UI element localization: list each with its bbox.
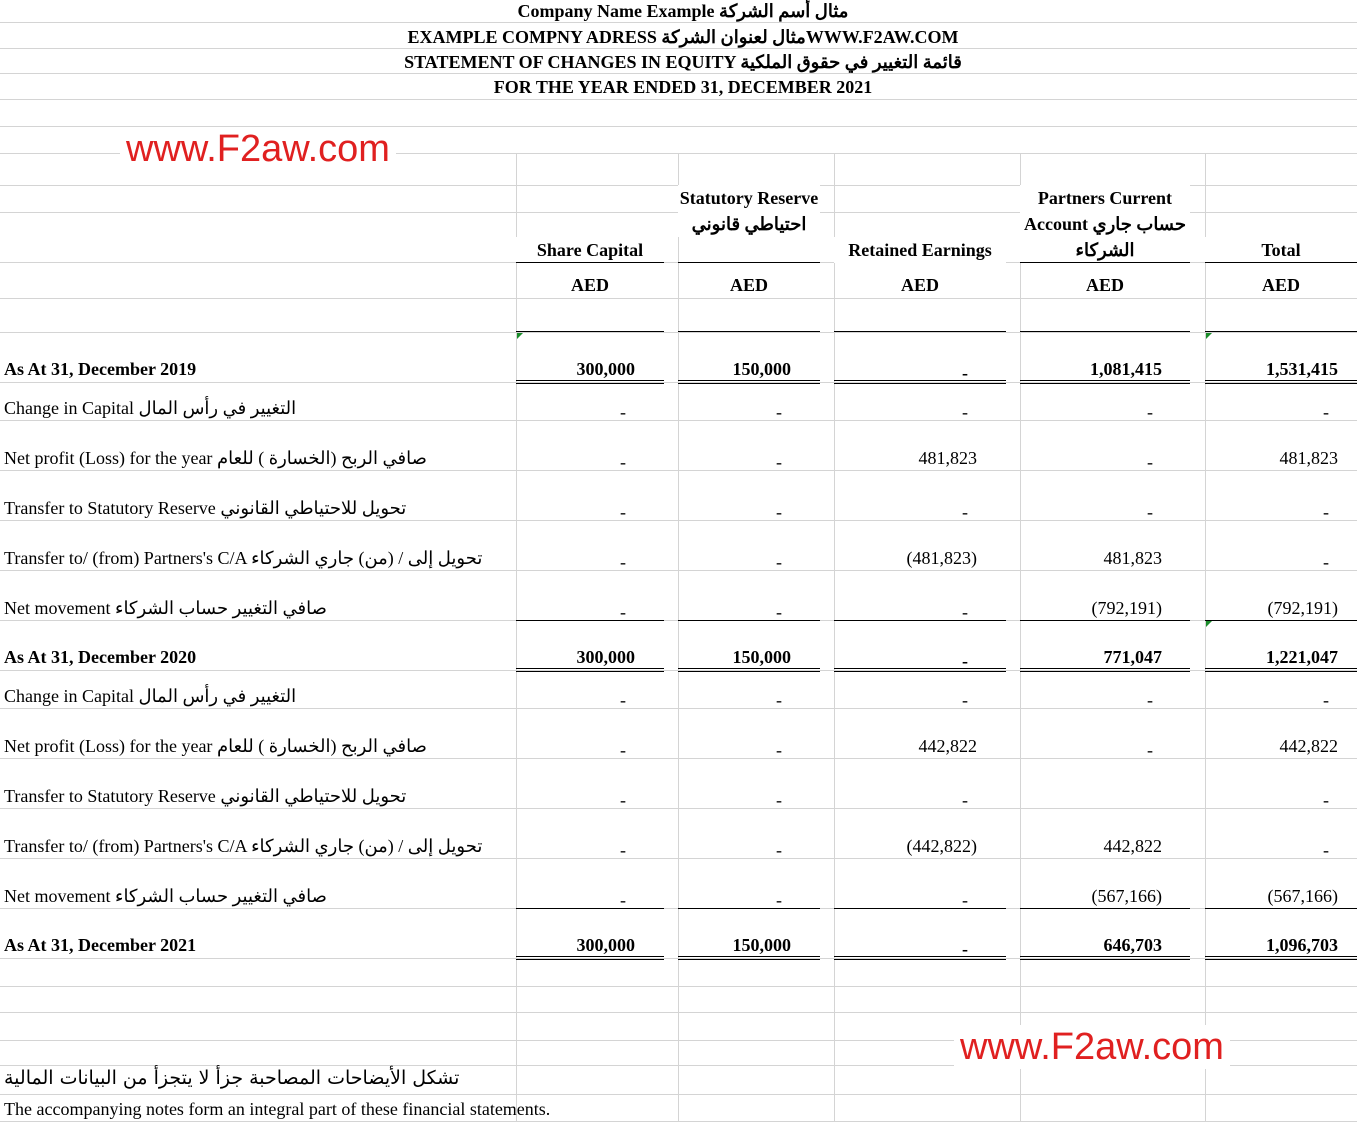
table-cell: -	[620, 552, 626, 572]
table-cell: -	[776, 402, 782, 422]
currency-label: AED	[1085, 275, 1124, 295]
gridline-column	[1020, 153, 1021, 1121]
table-cell: -	[620, 840, 626, 860]
table-cell: 300,000	[576, 647, 635, 667]
balance-double-rule	[678, 956, 820, 960]
table-cell: -	[620, 402, 626, 422]
gridline-row	[0, 99, 1357, 100]
table-cell: -	[620, 690, 626, 710]
table-cell: -	[620, 602, 626, 622]
gridline-row	[0, 73, 1357, 74]
table-cell: -	[776, 690, 782, 710]
table-cell: 300,000	[576, 359, 635, 379]
table-cell: -	[1323, 402, 1329, 422]
table-cell: 150,000	[732, 935, 791, 955]
cell-comment-marker	[1206, 621, 1212, 627]
table-cell: -	[962, 602, 968, 622]
table-cell: -	[962, 363, 968, 383]
currency-label: AED	[570, 275, 609, 295]
column-header-statutory-reserve: Statutory Reserve احتياطي قانوني	[678, 185, 820, 237]
subtotal-rule	[678, 620, 820, 621]
currency-label: AED	[900, 275, 939, 295]
table-cell: -	[776, 790, 782, 810]
currency-label: AED	[729, 275, 768, 295]
table-cell: 646,703	[1103, 935, 1162, 955]
subtotal-rule	[1205, 908, 1357, 909]
table-cell: 300,000	[576, 935, 635, 955]
company-address: EXAMPLE COMPNY ADRESS مثال لعنوان الشركةWWW.F2AW.COM	[0, 26, 1357, 48]
balance-double-rule	[834, 668, 1006, 672]
footer-arabic-note: تشكل الأيضاحات المصاحبة جزأ لا يتجزأ من البيانات المالية	[4, 1067, 460, 1089]
table-cell: -	[1323, 690, 1329, 710]
table-cell: 150,000	[732, 359, 791, 379]
balance-double-rule	[1020, 380, 1190, 384]
table-cell: 771,047	[1103, 647, 1162, 667]
balance-double-rule	[678, 668, 820, 672]
subtotal-rule	[834, 908, 1006, 909]
subtotal-rule	[1020, 620, 1190, 621]
table-cell: 1,096,703	[1266, 935, 1338, 955]
header-underline	[1020, 262, 1190, 263]
table-cell: 481,823	[1103, 548, 1162, 568]
subtotal-rule	[516, 620, 664, 621]
column-header-partners-current-account: Partners Current Account حساب جاري الشركاء	[1020, 185, 1190, 263]
column-top-rule	[1205, 331, 1357, 332]
column-header-retained-earnings: Retained Earnings	[834, 237, 1006, 263]
header-underline	[1205, 262, 1357, 263]
statement-title: STATEMENT OF CHANGES IN EQUITY قائمة التغيير في حقوق الملكية	[0, 51, 1357, 73]
balance-double-rule	[1020, 956, 1190, 960]
balance-double-rule	[1205, 668, 1357, 672]
balance-row-label: As At 31, December 2019	[4, 359, 197, 379]
table-cell: 442,822	[918, 736, 977, 756]
movement-row-label: Net movement صافي التغيير حساب الشركاء	[4, 886, 327, 906]
table-cell: -	[1147, 502, 1153, 522]
gridline-column	[1205, 153, 1206, 1121]
table-cell: -	[1147, 690, 1153, 710]
table-cell: 481,823	[1279, 448, 1338, 468]
table-cell: -	[776, 452, 782, 472]
header-underline	[516, 262, 664, 263]
balance-row-label: As At 31, December 2021	[4, 935, 197, 955]
subtotal-rule	[678, 908, 820, 909]
balance-double-rule	[1205, 956, 1357, 960]
column-top-rule	[834, 331, 1006, 332]
balance-double-rule	[834, 956, 1006, 960]
gridline-column	[516, 153, 517, 1121]
column-header-total: Total	[1205, 237, 1357, 263]
column-top-rule	[678, 331, 820, 332]
gridline-column	[678, 153, 679, 1121]
movement-row-label: Change in Capital التغيير في رأس المال	[4, 686, 297, 706]
table-cell: 1,081,415	[1090, 359, 1162, 379]
table-cell: -	[776, 840, 782, 860]
column-top-rule	[516, 331, 664, 332]
movement-row-label: Net profit (Loss) for the year صافي الربح (الخسارة ) للعام	[4, 736, 427, 756]
company-name: Company Name Example مثال أسم الشركة	[0, 0, 1357, 22]
footer-english-note: The accompanying notes form an integral part of these financial statements.	[4, 1099, 551, 1119]
table-cell: 1,531,415	[1266, 359, 1338, 379]
balance-double-rule	[516, 668, 664, 672]
gridline-row	[0, 22, 1357, 23]
table-cell: -	[962, 502, 968, 522]
table-cell: -	[776, 502, 782, 522]
movement-row-label: Transfer to/ (from) Partners's C/A تحويل إلى / (من) جاري الشركاء	[4, 836, 483, 856]
subtotal-rule	[1205, 620, 1357, 621]
table-cell: (792,191)	[1267, 598, 1338, 618]
balance-double-rule	[834, 380, 1006, 384]
cell-comment-marker	[1206, 333, 1212, 339]
column-top-rule	[1020, 331, 1190, 332]
table-cell: 442,822	[1279, 736, 1338, 756]
table-cell: -	[776, 552, 782, 572]
table-cell: (442,822)	[906, 836, 977, 856]
movement-row-label: Change in Capital التغيير في رأس المال	[4, 398, 297, 418]
table-cell: -	[1147, 452, 1153, 472]
balance-row-label: As At 31, December 2020	[4, 647, 197, 667]
table-cell: -	[1323, 790, 1329, 810]
table-cell: -	[1147, 402, 1153, 422]
watermark-bottom: www.F2aw.com	[954, 1025, 1230, 1069]
table-cell: 442,822	[1103, 836, 1162, 856]
subtotal-rule	[1020, 908, 1190, 909]
balance-double-rule	[678, 380, 820, 384]
table-cell: -	[1323, 502, 1329, 522]
subtotal-rule	[834, 620, 1006, 621]
table-cell: -	[776, 740, 782, 760]
header-underline	[678, 262, 820, 263]
table-cell: -	[620, 740, 626, 760]
table-cell: (567,166)	[1091, 886, 1162, 906]
table-cell: -	[962, 690, 968, 710]
gridline-column	[834, 153, 835, 1121]
movement-row-label: Net profit (Loss) for the year صافي الربح (الخسارة ) للعام	[4, 448, 427, 468]
statement-period: FOR THE YEAR ENDED 31, DECEMBER 2021	[0, 76, 1357, 98]
table-cell: (792,191)	[1091, 598, 1162, 618]
table-cell: -	[1323, 840, 1329, 860]
table-cell: 1,221,047	[1266, 647, 1338, 667]
table-cell: -	[776, 602, 782, 622]
table-cell: 481,823	[918, 448, 977, 468]
table-cell: -	[620, 790, 626, 810]
table-cell: -	[1323, 552, 1329, 572]
movement-row-label: Transfer to/ (from) Partners's C/A تحويل إلى / (من) جاري الشركاء	[4, 548, 483, 568]
table-cell: -	[776, 890, 782, 910]
table-cell: -	[620, 890, 626, 910]
table-cell: -	[962, 939, 968, 959]
table-cell: -	[620, 452, 626, 472]
balance-double-rule	[1020, 668, 1190, 672]
currency-label: AED	[1261, 275, 1300, 295]
balance-double-rule	[516, 956, 664, 960]
movement-row-label: Net movement صافي التغيير حساب الشركاء	[4, 598, 327, 618]
table-cell: -	[962, 890, 968, 910]
balance-double-rule	[1205, 380, 1357, 384]
table-cell: (567,166)	[1267, 886, 1338, 906]
table-cell: -	[962, 790, 968, 810]
movement-row-label: Transfer to Statutory Reserve تحويل للاحتياطي القانوني	[4, 786, 407, 806]
movement-row-label: Transfer to Statutory Reserve تحويل للاحتياطي القانوني	[4, 498, 407, 518]
table-cell: -	[962, 651, 968, 671]
table-cell: -	[962, 402, 968, 422]
table-cell: 150,000	[732, 647, 791, 667]
gridline-row	[0, 48, 1357, 49]
table-cell: -	[1147, 740, 1153, 760]
cell-comment-marker	[517, 333, 523, 339]
balance-double-rule	[516, 380, 664, 384]
subtotal-rule	[516, 908, 664, 909]
table-cell: -	[620, 502, 626, 522]
watermark-top: www.F2aw.com	[120, 127, 396, 171]
column-header-share-capital: Share Capital	[516, 237, 664, 263]
table-cell: (481,823)	[906, 548, 977, 568]
